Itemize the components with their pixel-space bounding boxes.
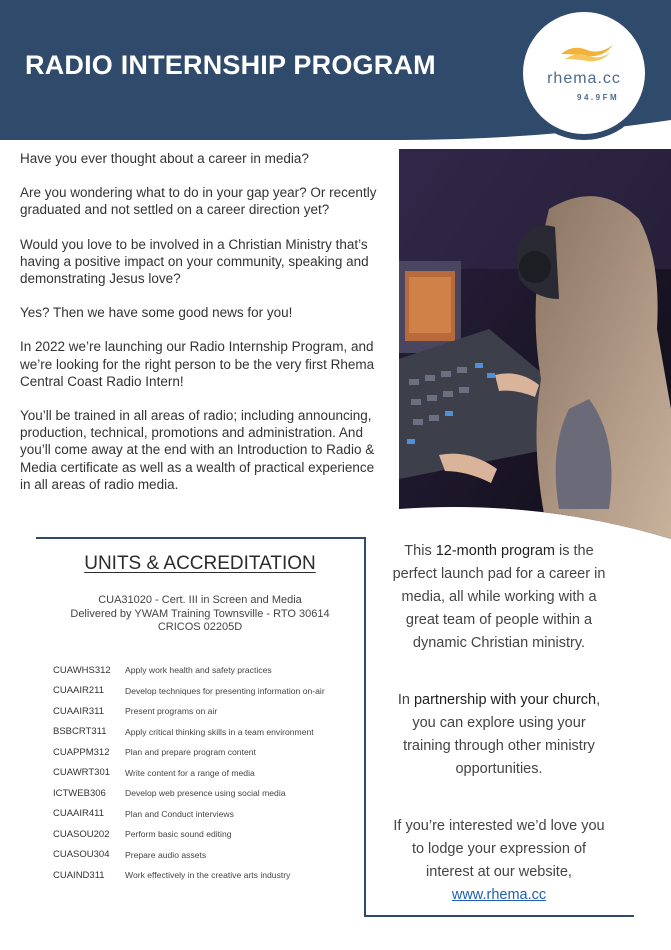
text: This xyxy=(404,543,436,559)
qualification-line: CUA31020 - Cert. III in Screen and Media xyxy=(98,594,302,606)
units-border xyxy=(364,915,634,917)
unit-code: CUAWHS312 xyxy=(53,664,111,676)
highlight-text: partnership with your church xyxy=(413,692,597,708)
unit-description: Plan and prepare program content xyxy=(125,747,256,758)
provider-line: Delivered by YWAM Training Townsville - RTO 30614 xyxy=(70,607,330,620)
program-description xyxy=(390,540,608,655)
unit-description: Prepare audio assets xyxy=(125,849,207,860)
unit-code: CUAWRT301 xyxy=(53,767,111,779)
logo-badge xyxy=(523,12,645,134)
unit-code: CUAAIR311 xyxy=(53,705,105,717)
intro-paragraph: You’ll be trained in all areas of radio; including announcing, production, technical, promotions and administration. And you’ll come away at the end with an Introduction to Radio & Media certificate as well as a wealth of practical experience in all areas of radio media. xyxy=(20,408,375,492)
unit-code: BSBCRT311 xyxy=(53,726,107,738)
unit-row xyxy=(53,660,363,681)
unit-code: ICTWEB306 xyxy=(53,787,106,799)
wave-icon xyxy=(559,42,615,64)
unit-description: Present programs on air xyxy=(125,706,218,717)
partnership-description xyxy=(390,689,608,781)
text: If you’re interested we’d love you to lodge your expression of interest at our website, xyxy=(393,818,605,880)
unit-row xyxy=(53,681,363,702)
unit-description: Work effectively in the creative arts industry xyxy=(125,870,291,881)
highlight-text: 12-month program xyxy=(435,543,555,559)
units-heading: UNITS & ACCREDITATION xyxy=(84,553,316,574)
cricos-line: CRICOS 02205D xyxy=(157,621,243,633)
unit-row xyxy=(53,742,363,763)
units-list xyxy=(53,660,363,886)
intro-paragraph: In 2022 we’re launching our Radio Internship Program, and we’re looking for the right person to be the very first Rhema Central Coast Radio Intern! xyxy=(20,339,375,389)
unit-code: CUAAIR211 xyxy=(53,685,105,697)
intro-paragraph: Are you wondering what to do in your gap year? Or recently graduated and not settled on a career direction yet? xyxy=(20,185,377,218)
unit-description: Apply critical thinking skills in a team environment xyxy=(125,726,314,737)
rhema-logo[interactable] xyxy=(517,6,651,140)
unit-description: Develop techniques for presenting information on-air xyxy=(125,685,325,696)
units-accreditation-info xyxy=(36,594,364,635)
unit-description: Perform basic sound editing xyxy=(125,829,232,840)
unit-code: CUAIND311 xyxy=(53,869,105,881)
unit-row xyxy=(53,701,363,722)
logo-name: rhema.cc xyxy=(547,70,621,87)
unit-row xyxy=(53,845,363,866)
unit-code: CUAPPM312 xyxy=(53,746,110,758)
logo-frequency: 94.9FM xyxy=(577,93,620,102)
unit-row xyxy=(53,824,363,845)
unit-row xyxy=(53,865,363,886)
text: , you can explore using your training through other ministry opportunities. xyxy=(403,692,601,777)
unit-description: Apply work health and safety practices xyxy=(125,665,272,676)
studio-photo xyxy=(399,149,671,539)
contact-description xyxy=(390,815,608,907)
unit-description: Write content for a range of media xyxy=(125,767,255,778)
unit-row xyxy=(53,722,363,743)
unit-description: Plan and Conduct interviews xyxy=(125,808,234,819)
units-border xyxy=(36,537,366,539)
intro-paragraph: Yes? Then we have some good news for you! xyxy=(20,305,293,321)
page-title: RADIO INTERNSHIP PROGRAM xyxy=(25,50,436,80)
website-link[interactable]: www.rhema.cc xyxy=(451,887,547,903)
text: In xyxy=(397,692,414,708)
units-border xyxy=(364,537,366,917)
intro-text xyxy=(20,150,382,510)
unit-description: Develop web presence using social media xyxy=(125,788,286,799)
unit-code: CUASOU202 xyxy=(53,828,110,840)
unit-row xyxy=(53,783,363,804)
intro-paragraph: Would you love to be involved in a Christian Ministry that’s having a positive impact on your community, speaking and demonstrating Jesus love? xyxy=(20,236,369,287)
unit-row xyxy=(53,804,363,825)
intro-paragraph: Have you ever thought about a career in media? xyxy=(20,151,309,166)
text: is the perfect launch pad for a career in media, all while working with a great team of people within a dynamic Christian ministry. xyxy=(392,543,606,651)
unit-code: CUASOU304 xyxy=(53,849,110,861)
unit-row xyxy=(53,763,363,784)
unit-code: CUAAIR411 xyxy=(53,808,105,820)
